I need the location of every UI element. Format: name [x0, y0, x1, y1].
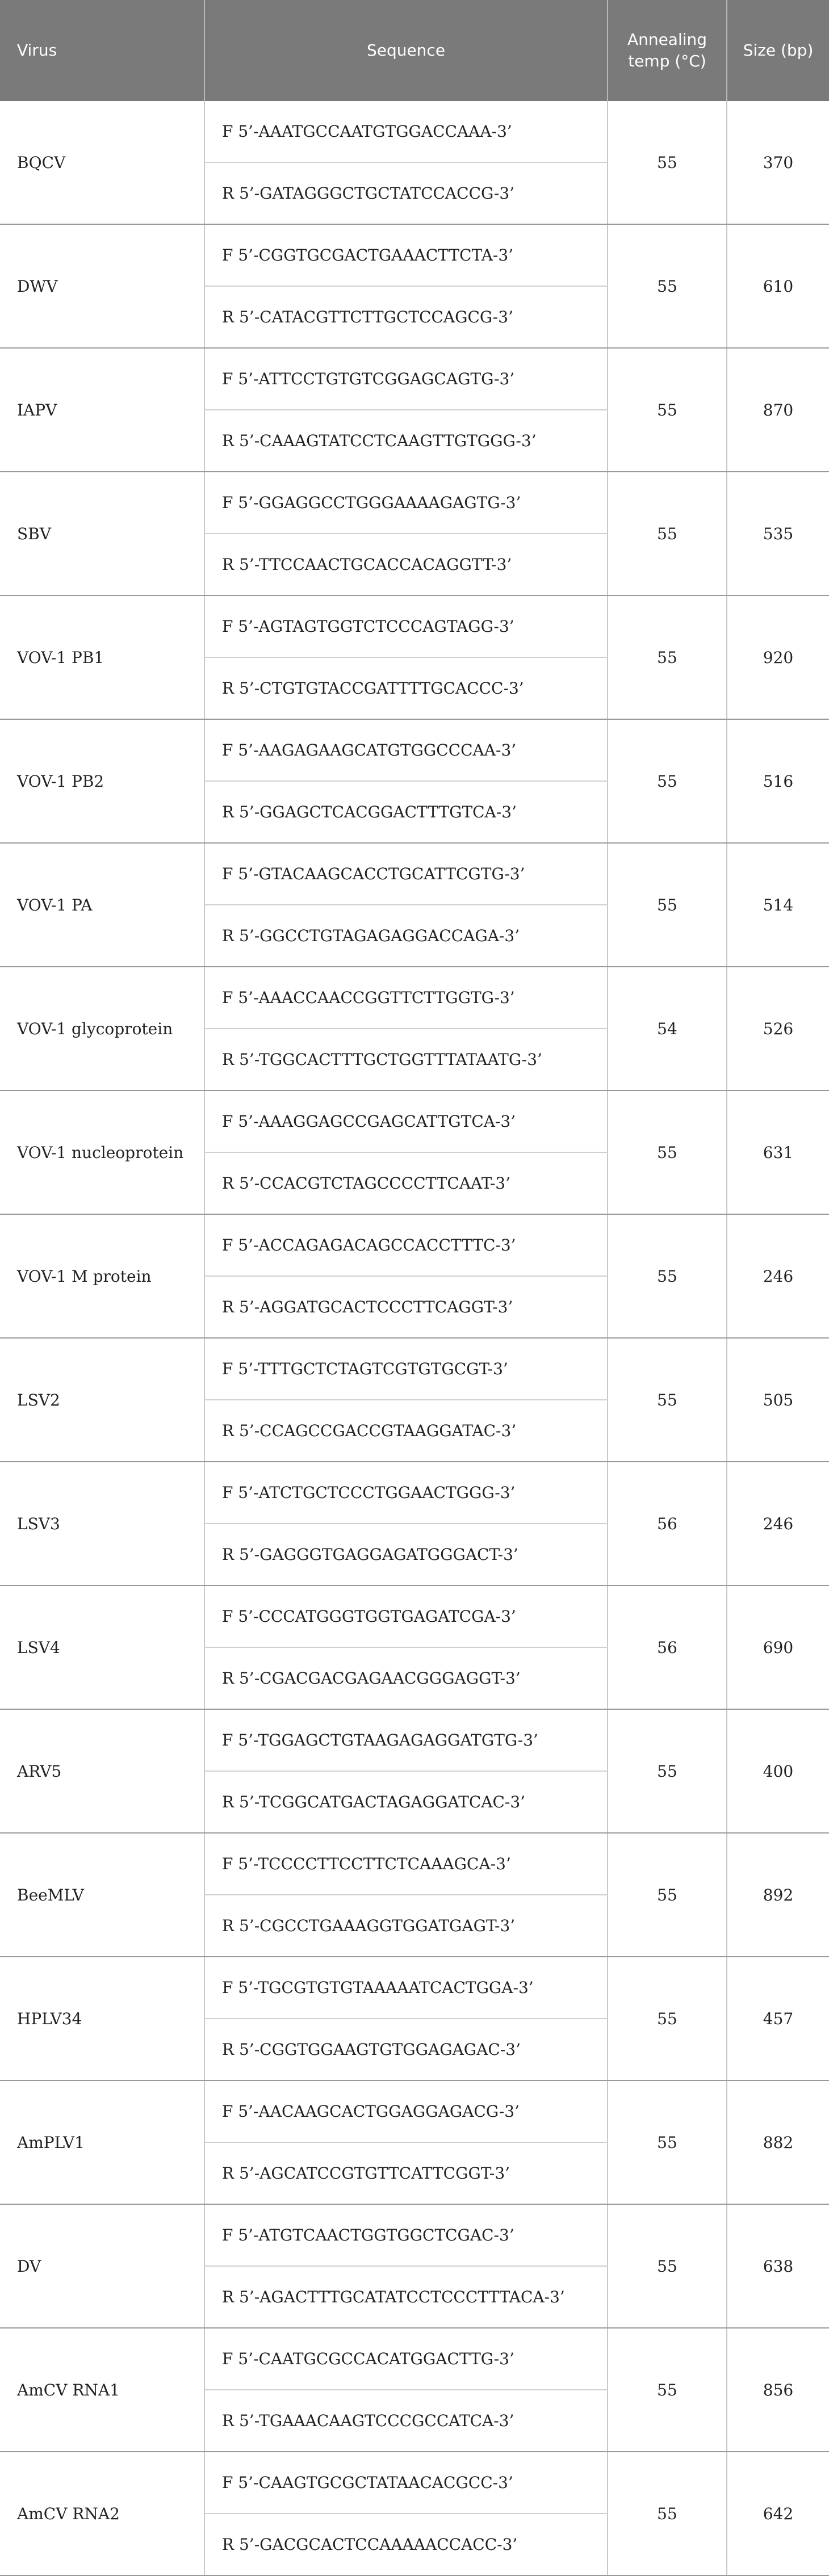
table-row [0, 1338, 829, 1400]
virus-name: BQCV [0, 101, 204, 224]
table-row [0, 967, 829, 1029]
reverse-primer: R 5’-GGCCTGTAGAGAGGACCAGA-3’ [204, 905, 608, 967]
reverse-primer: R 5’-GGAGCTCACGGACTTTGTCA-3’ [204, 781, 608, 843]
table-row [0, 2328, 829, 2390]
virus-name: AmPLV1 [0, 2080, 204, 2204]
table-row [0, 1585, 829, 1647]
amplicon-size: 920 [727, 595, 829, 719]
forward-primer: F 5’-TGCGTGTGTAAAAATCACTGGA-3’ [204, 1957, 608, 2019]
table-row [0, 2204, 829, 2266]
annealing-temp: 55 [608, 1090, 727, 1214]
table-row [0, 843, 829, 905]
forward-primer: F 5’-GGAGGCCTGGGAAAAGAGTG-3’ [204, 472, 608, 534]
forward-primer: F 5’-CAATGCGCCACATGGACTTG-3’ [204, 2328, 608, 2390]
amplicon-size: 526 [727, 967, 829, 1090]
reverse-primer: R 5’-GACGCACTCCAAAAACCACC-3’ [204, 2514, 608, 2575]
header-row [0, 0, 829, 101]
amplicon-size: 638 [727, 2204, 829, 2328]
virus-name: HPLV34 [0, 1957, 204, 2080]
amplicon-size: 610 [727, 224, 829, 348]
amplicon-size: 505 [727, 1338, 829, 1462]
table-row [0, 1214, 829, 1276]
virus-name: ARV5 [0, 1709, 204, 1833]
table-header [0, 0, 829, 101]
reverse-primer: R 5’-AGACTTTGCATATCCTCCCTTTACA-3’ [204, 2266, 608, 2328]
amplicon-size: 642 [727, 2452, 829, 2575]
virus-name: VOV-1 PB2 [0, 719, 204, 843]
amplicon-size: 882 [727, 2080, 829, 2204]
reverse-primer: R 5’-TGAAACAAGTCCCGCCATCA-3’ [204, 2390, 608, 2452]
table-row [0, 348, 829, 410]
annealing-temp: 55 [608, 595, 727, 719]
amplicon-size: 856 [727, 2328, 829, 2452]
table-row [0, 1957, 829, 2019]
annealing-temp: 55 [608, 224, 727, 348]
annealing-temp: 56 [608, 1462, 727, 1585]
reverse-primer: R 5’-GATAGGGCTGCTATCCACCG-3’ [204, 162, 608, 224]
virus-name: LSV3 [0, 1462, 204, 1585]
reverse-primer: R 5’-TTCCAACTGCACCACAGGTT-3’ [204, 534, 608, 595]
forward-primer: F 5’-TGGAGCTGTAAGAGAGGATGTG-3’ [204, 1709, 608, 1771]
virus-name: AmCV RNA1 [0, 2328, 204, 2452]
table-row [0, 224, 829, 286]
forward-primer: F 5’-ATGTCAACTGGTGGCTCGAC-3’ [204, 2204, 608, 2266]
amplicon-size: 870 [727, 348, 829, 472]
annealing-temp: 56 [608, 1585, 727, 1709]
forward-primer: F 5’-GTACAAGCACCTGCATTCGTG-3’ [204, 843, 608, 905]
amplicon-size: 246 [727, 1462, 829, 1585]
amplicon-size: 514 [727, 843, 829, 967]
virus-name: VOV-1 PB1 [0, 595, 204, 719]
forward-primer: F 5’-AACAAGCACTGGAGGAGACG-3’ [204, 2080, 608, 2142]
reverse-primer: R 5’-AGGATGCACTCCCTTCAGGT-3’ [204, 1276, 608, 1338]
annealing-temp: 55 [608, 843, 727, 967]
annealing-temp: 55 [608, 472, 727, 595]
table-row [0, 1462, 829, 1524]
forward-primer: F 5’-AAAGGAGCCGAGCATTGTCA-3’ [204, 1090, 608, 1152]
annealing-temp: 55 [608, 348, 727, 472]
forward-primer: F 5’-ATTCCTGTGTCGGAGCAGTG-3’ [204, 348, 608, 410]
virus-name: LSV4 [0, 1585, 204, 1709]
virus-name: VOV-1 glycoprotein [0, 967, 204, 1090]
table-row [0, 472, 829, 534]
annealing-temp: 55 [608, 1214, 727, 1338]
amplicon-size: 400 [727, 1709, 829, 1833]
virus-name: IAPV [0, 348, 204, 472]
forward-primer: F 5’-AAATGCCAATGTGGACCAAA-3’ [204, 101, 608, 162]
annealing-temp: 54 [608, 967, 727, 1090]
forward-primer: F 5’-AAGAGAAGCATGTGGCCCAA-3’ [204, 719, 608, 781]
forward-primer: F 5’-TTTGCTCTAGTCGTGTGCGT-3’ [204, 1338, 608, 1400]
reverse-primer: R 5’-GAGGGTGAGGAGATGGGACT-3’ [204, 1524, 608, 1585]
reverse-primer: R 5’-TGGCACTTTGCTGGTTTATAATG-3’ [204, 1029, 608, 1090]
amplicon-size: 457 [727, 1957, 829, 2080]
amplicon-size: 246 [727, 1214, 829, 1338]
table-row [0, 1709, 829, 1771]
virus-name: VOV-1 PA [0, 843, 204, 967]
table-row [0, 2452, 829, 2514]
annealing-temp: 55 [608, 101, 727, 224]
header-annealing-temp: Annealing temp (°C) [608, 0, 727, 101]
reverse-primer: R 5’-CCAGCCGACCGTAAGGATAC-3’ [204, 1400, 608, 1462]
annealing-temp: 55 [608, 1957, 727, 2080]
annealing-temp: 55 [608, 2080, 727, 2204]
reverse-primer: R 5’-CTGTGTACCGATTTTGCACCC-3’ [204, 657, 608, 719]
annealing-temp: 55 [608, 719, 727, 843]
annealing-temp: 55 [608, 2328, 727, 2452]
amplicon-size: 892 [727, 1833, 829, 1957]
reverse-primer: R 5’-CCACGTCTAGCCCCTTCAAT-3’ [204, 1152, 608, 1214]
virus-name: DV [0, 2204, 204, 2328]
table-body [0, 101, 829, 2575]
virus-name: VOV-1 nucleoprotein [0, 1090, 204, 1214]
annealing-temp: 55 [608, 1338, 727, 1462]
reverse-primer: R 5’-TCGGCATGACTAGAGGATCAC-3’ [204, 1771, 608, 1833]
amplicon-size: 516 [727, 719, 829, 843]
virus-name: VOV-1 M protein [0, 1214, 204, 1338]
annealing-temp: 55 [608, 1833, 727, 1957]
table-row [0, 1833, 829, 1895]
table-row [0, 2080, 829, 2142]
table-row [0, 595, 829, 657]
forward-primer: F 5’-CGGTGCGACTGAAACTTCTA-3’ [204, 224, 608, 286]
table-row [0, 101, 829, 162]
header-size: Size (bp) [727, 0, 829, 101]
forward-primer: F 5’-CCCATGGGTGGTGAGATCGA-3’ [204, 1585, 608, 1647]
table-row [0, 1090, 829, 1152]
virus-name: AmCV RNA2 [0, 2452, 204, 2575]
table-row [0, 719, 829, 781]
header-virus: Virus [0, 0, 204, 101]
virus-name: LSV2 [0, 1338, 204, 1462]
amplicon-size: 631 [727, 1090, 829, 1214]
reverse-primer: R 5’-CGCCTGAAAGGTGGATGAGT-3’ [204, 1895, 608, 1957]
annealing-temp: 55 [608, 2204, 727, 2328]
forward-primer: F 5’-TCCCCTTCCTTCTCAAAGCA-3’ [204, 1833, 608, 1895]
forward-primer: F 5’-ATCTGCTCCCTGGAACTGGG-3’ [204, 1462, 608, 1524]
virus-name: DWV [0, 224, 204, 348]
reverse-primer: R 5’-CATACGTTCTTGCTCCAGCG-3’ [204, 286, 608, 348]
reverse-primer: R 5’-CAAAGTATCCTCAAGTTGTGGG-3’ [204, 410, 608, 472]
forward-primer: F 5’-AGTAGTGGTCTCCCAGTAGG-3’ [204, 595, 608, 657]
reverse-primer: R 5’-CGACGACGAGAACGGGAGGT-3’ [204, 1647, 608, 1709]
header-sequence: Sequence [204, 0, 608, 101]
annealing-temp: 55 [608, 2452, 727, 2575]
forward-primer: F 5’-AAACCAACCGGTTCTTGGTG-3’ [204, 967, 608, 1029]
amplicon-size: 535 [727, 472, 829, 595]
reverse-primer: R 5’-CGGTGGAAGTGTGGAGAGAC-3’ [204, 2019, 608, 2080]
forward-primer: F 5’-ACCAGAGACAGCCACCTTTC-3’ [204, 1214, 608, 1276]
virus-name: BeeMLV [0, 1833, 204, 1957]
annealing-temp: 55 [608, 1709, 727, 1833]
reverse-primer: R 5’-AGCATCCGTGTTCATTCGGT-3’ [204, 2142, 608, 2204]
amplicon-size: 370 [727, 101, 829, 224]
amplicon-size: 690 [727, 1585, 829, 1709]
virus-name: SBV [0, 472, 204, 595]
forward-primer: F 5’-CAAGTGCGCTATAACACGCC-3’ [204, 2452, 608, 2514]
